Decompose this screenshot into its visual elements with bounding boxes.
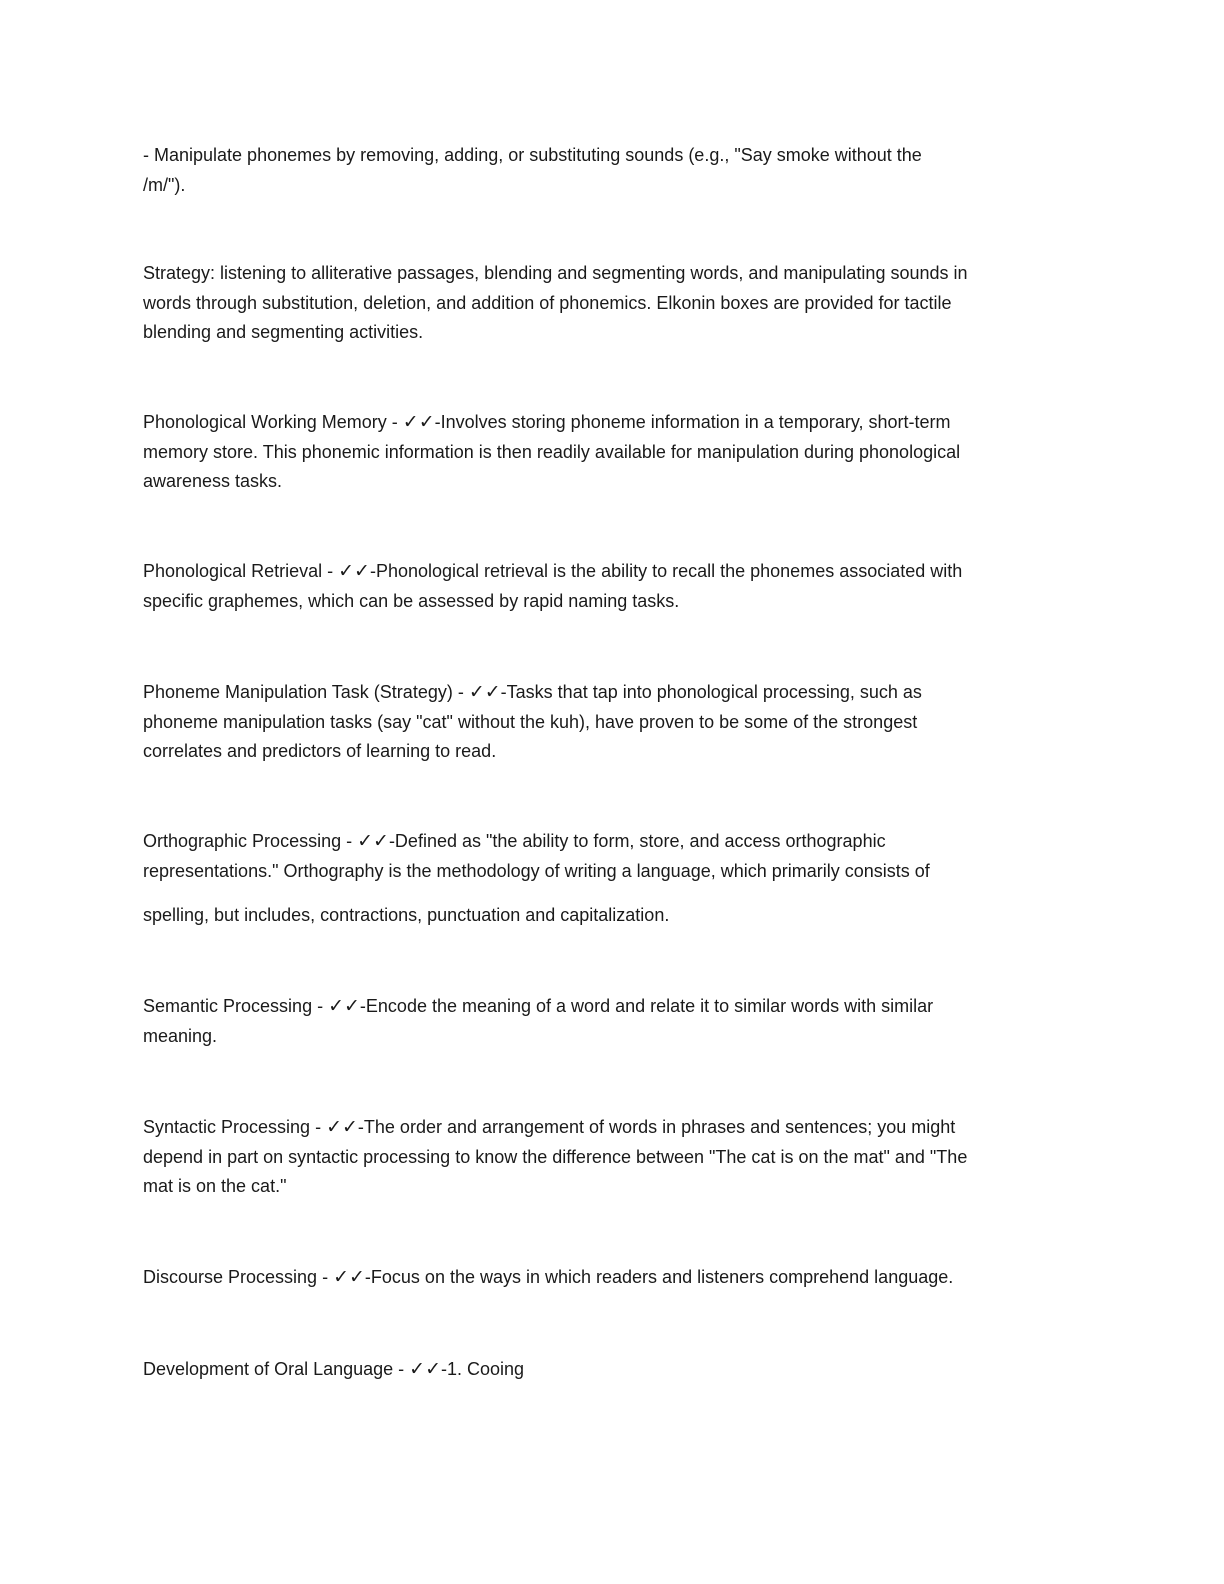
- text-line: - Manipulate phonemes by removing, adding, or substituting sounds (e.g., "Say smoke without the: [143, 145, 922, 165]
- entry-first-line: [143, 678, 1073, 708]
- double-check-icon: ✓✓: [357, 830, 389, 852]
- double-check-icon: ✓✓: [338, 560, 370, 582]
- entry-definition-start: -Defined as "the ability to form, store, and access orthographic: [388, 831, 886, 851]
- text-line: words through substitution, deletion, and addition of phonemics. Elkonin boxes are provided for tactile: [143, 292, 952, 313]
- entry-orthographic-processing: [143, 827, 1073, 931]
- entry-first-line: [143, 1113, 1073, 1143]
- paragraph-strategy: [143, 259, 1073, 348]
- entry-definition-start: -Phonological retrieval is the ability to recall the phonemes associated with: [369, 561, 963, 581]
- entry-first-line: [143, 408, 1073, 438]
- text-line: representations." Orthography is the methodology of writing a language, which primarily consists of: [143, 860, 930, 881]
- double-check-icon: ✓✓: [328, 995, 360, 1017]
- entry-phonological-retrieval: [143, 557, 1073, 616]
- entry-term: Discourse Processing -: [143, 1267, 334, 1287]
- entry-term: Phoneme Manipulation Task (Strategy) -: [143, 682, 469, 702]
- entry-syntactic-processing: [143, 1113, 1073, 1202]
- entry-first-line: [143, 557, 1073, 587]
- entry-first-line: [143, 827, 1073, 857]
- paragraph-manipulate-phonemes: [143, 141, 1073, 200]
- entry-definition-start: -Tasks that tap into phonological processing, such as: [500, 682, 922, 702]
- text-line: meaning.: [143, 1025, 218, 1046]
- text-line: blending and segmenting activities.: [143, 322, 424, 342]
- entry-term: Orthographic Processing -: [143, 831, 358, 851]
- text-line: spelling, but includes, contractions, punctuation and capitalization.: [143, 905, 670, 925]
- entry-first-line: [143, 1355, 1073, 1385]
- text-line: phoneme manipulation tasks (say "cat" without the kuh), have proven to be some of the strongest: [143, 711, 918, 732]
- double-check-icon: ✓✓: [326, 1116, 358, 1138]
- text-line: memory store. This phonemic information is then readily available for manipulation during phonological: [143, 441, 961, 462]
- entry-definition-start: -Involves storing phoneme information in a temporary, short-term: [434, 412, 951, 432]
- entry-first-line: [143, 1263, 1073, 1293]
- entry-definition-start: -1. Cooing: [441, 1359, 525, 1379]
- entry-discourse-processing: [143, 1263, 1073, 1293]
- text-line: specific graphemes, which can be assessed by rapid naming tasks.: [143, 590, 680, 611]
- text-line: /m/").: [143, 174, 186, 195]
- double-check-icon: ✓✓: [468, 681, 501, 703]
- entry-term: Development of Oral Language -: [143, 1359, 410, 1379]
- entry-phonological-working-memory: [143, 408, 1073, 497]
- double-check-icon: ✓✓: [409, 1358, 442, 1380]
- entry-definition-start: -The order and arrangement of words in phrases and sentences; you might: [357, 1117, 956, 1137]
- entry-term: Phonological Working Memory -: [143, 412, 403, 432]
- text-line: Strategy: listening to alliterative passages, blending and segmenting words, and manipulating sounds in: [143, 263, 968, 283]
- entry-development-of-oral-language: [143, 1355, 1073, 1385]
- entry-first-line: [143, 992, 1073, 1022]
- entry-semantic-processing: [143, 992, 1073, 1051]
- entry-term: Syntactic Processing -: [143, 1117, 327, 1137]
- entry-term: Phonological Retrieval -: [143, 561, 339, 581]
- double-check-icon: ✓✓: [333, 1266, 365, 1288]
- text-line: depend in part on syntactic processing to know the difference between "The cat is on the mat" and "The: [143, 1146, 968, 1167]
- entry-definition-start: -Focus on the ways in which readers and listeners comprehend language.: [364, 1267, 954, 1287]
- double-check-icon: ✓✓: [402, 411, 435, 433]
- text-line: mat is on the cat.": [143, 1176, 287, 1196]
- entry-definition-start: -Encode the meaning of a word and relate it to similar words with similar: [359, 996, 934, 1016]
- entry-phoneme-manipulation-task: [143, 678, 1073, 767]
- text-line: correlates and predictors of learning to read.: [143, 741, 497, 761]
- text-line: awareness tasks.: [143, 471, 283, 491]
- entry-term: Semantic Processing -: [143, 996, 329, 1016]
